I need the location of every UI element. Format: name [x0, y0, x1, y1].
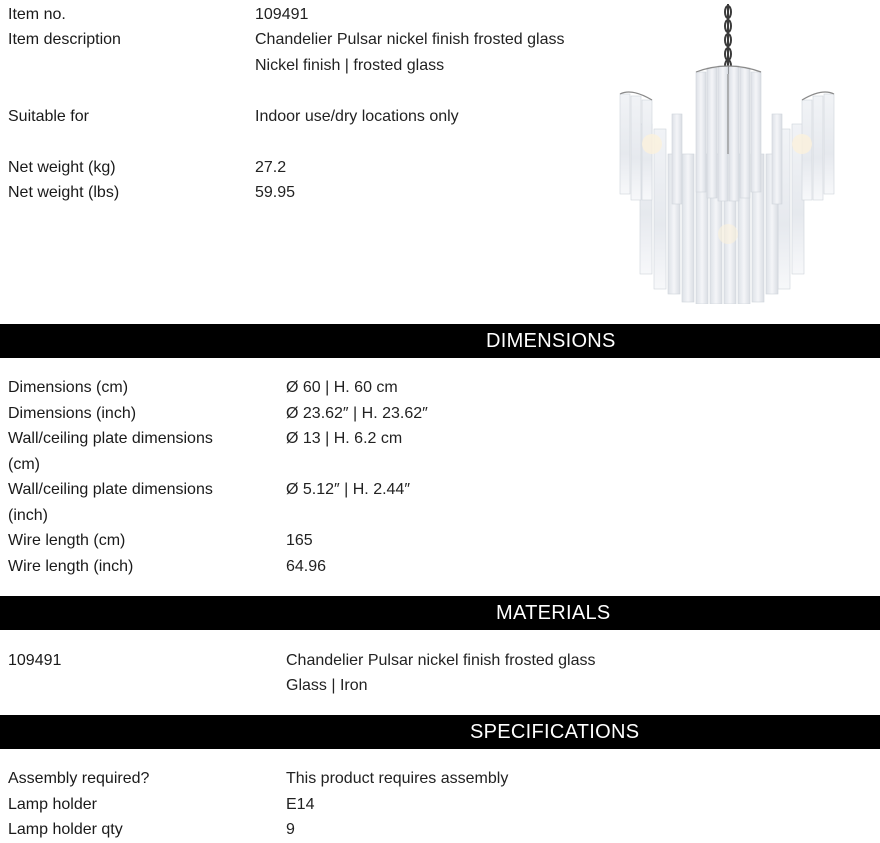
net-weight-kg-label: Net weight (kg): [8, 159, 116, 176]
item-description-line2: Nickel finish | frosted glass: [255, 57, 445, 74]
suitable-for-value: Indoor use/dry locations only: [255, 108, 459, 125]
item-no-label: Item no.: [8, 6, 66, 23]
bulb-glow: [718, 224, 738, 244]
dimensions-cm-value: Ø 60 | H. 60 cm: [286, 379, 398, 396]
materials-heading: MATERIALS: [496, 602, 611, 624]
assembly-required-value: This product requires assembly: [286, 770, 509, 787]
materials-section-header: [0, 596, 880, 630]
chandelier-product-image: [612, 4, 844, 304]
assembly-required-label: Assembly required?: [8, 770, 150, 787]
dimensions-cm-label: Dimensions (cm): [8, 379, 129, 396]
wire-length-inch-label: Wire length (inch): [8, 558, 134, 575]
wire-length-cm-value: 165: [286, 532, 313, 549]
net-weight-kg-value: 27.2: [255, 159, 287, 176]
lamp-holder-value: E14: [286, 796, 315, 813]
dimensions-section-header: [0, 324, 880, 358]
lamp-holder-qty-label: Lamp holder qty: [8, 821, 123, 838]
bulb-glow: [792, 134, 812, 154]
specifications-section-header: [0, 715, 880, 749]
dimensions-inch-value: Ø 23.62″ | H. 23.62″: [286, 405, 428, 422]
wire-length-inch-value: 64.96: [286, 558, 327, 575]
materials-description-line1: Chandelier Pulsar nickel finish frosted glass: [286, 652, 596, 669]
item-description-label: Item description: [8, 31, 121, 48]
plate-dimensions-cm-label-line2: (cm): [8, 456, 40, 473]
item-description-line1: Chandelier Pulsar nickel finish frosted glass: [255, 31, 565, 48]
specifications-heading: SPECIFICATIONS: [470, 721, 640, 743]
lamp-holder-qty-value: 9: [286, 821, 295, 838]
wire-length-cm-label: Wire length (cm): [8, 532, 126, 549]
lamp-holder-label: Lamp holder: [8, 796, 97, 813]
materials-item-code: 109491: [8, 652, 62, 669]
item-no-value: 109491: [255, 6, 309, 23]
suitable-for-label: Suitable for: [8, 108, 89, 125]
dimensions-heading: DIMENSIONS: [486, 330, 616, 352]
dimensions-inch-label: Dimensions (inch): [8, 405, 137, 422]
plate-dimensions-inch-label-line2: (inch): [8, 507, 49, 524]
net-weight-lbs-value: 59.95: [255, 184, 296, 201]
net-weight-lbs-label: Net weight (lbs): [8, 184, 120, 201]
plate-dimensions-inch-value: Ø 5.12″ | H. 2.44″: [286, 481, 410, 498]
plate-dimensions-cm-label-line1: Wall/ceiling plate dimensions: [8, 430, 213, 447]
plate-dimensions-inch-label-line1: Wall/ceiling plate dimensions: [8, 481, 213, 498]
plate-dimensions-cm-value: Ø 13 | H. 6.2 cm: [286, 430, 403, 447]
materials-description-line2: Glass | Iron: [286, 677, 368, 694]
chain: [725, 4, 731, 74]
bulb-glow: [642, 134, 662, 154]
